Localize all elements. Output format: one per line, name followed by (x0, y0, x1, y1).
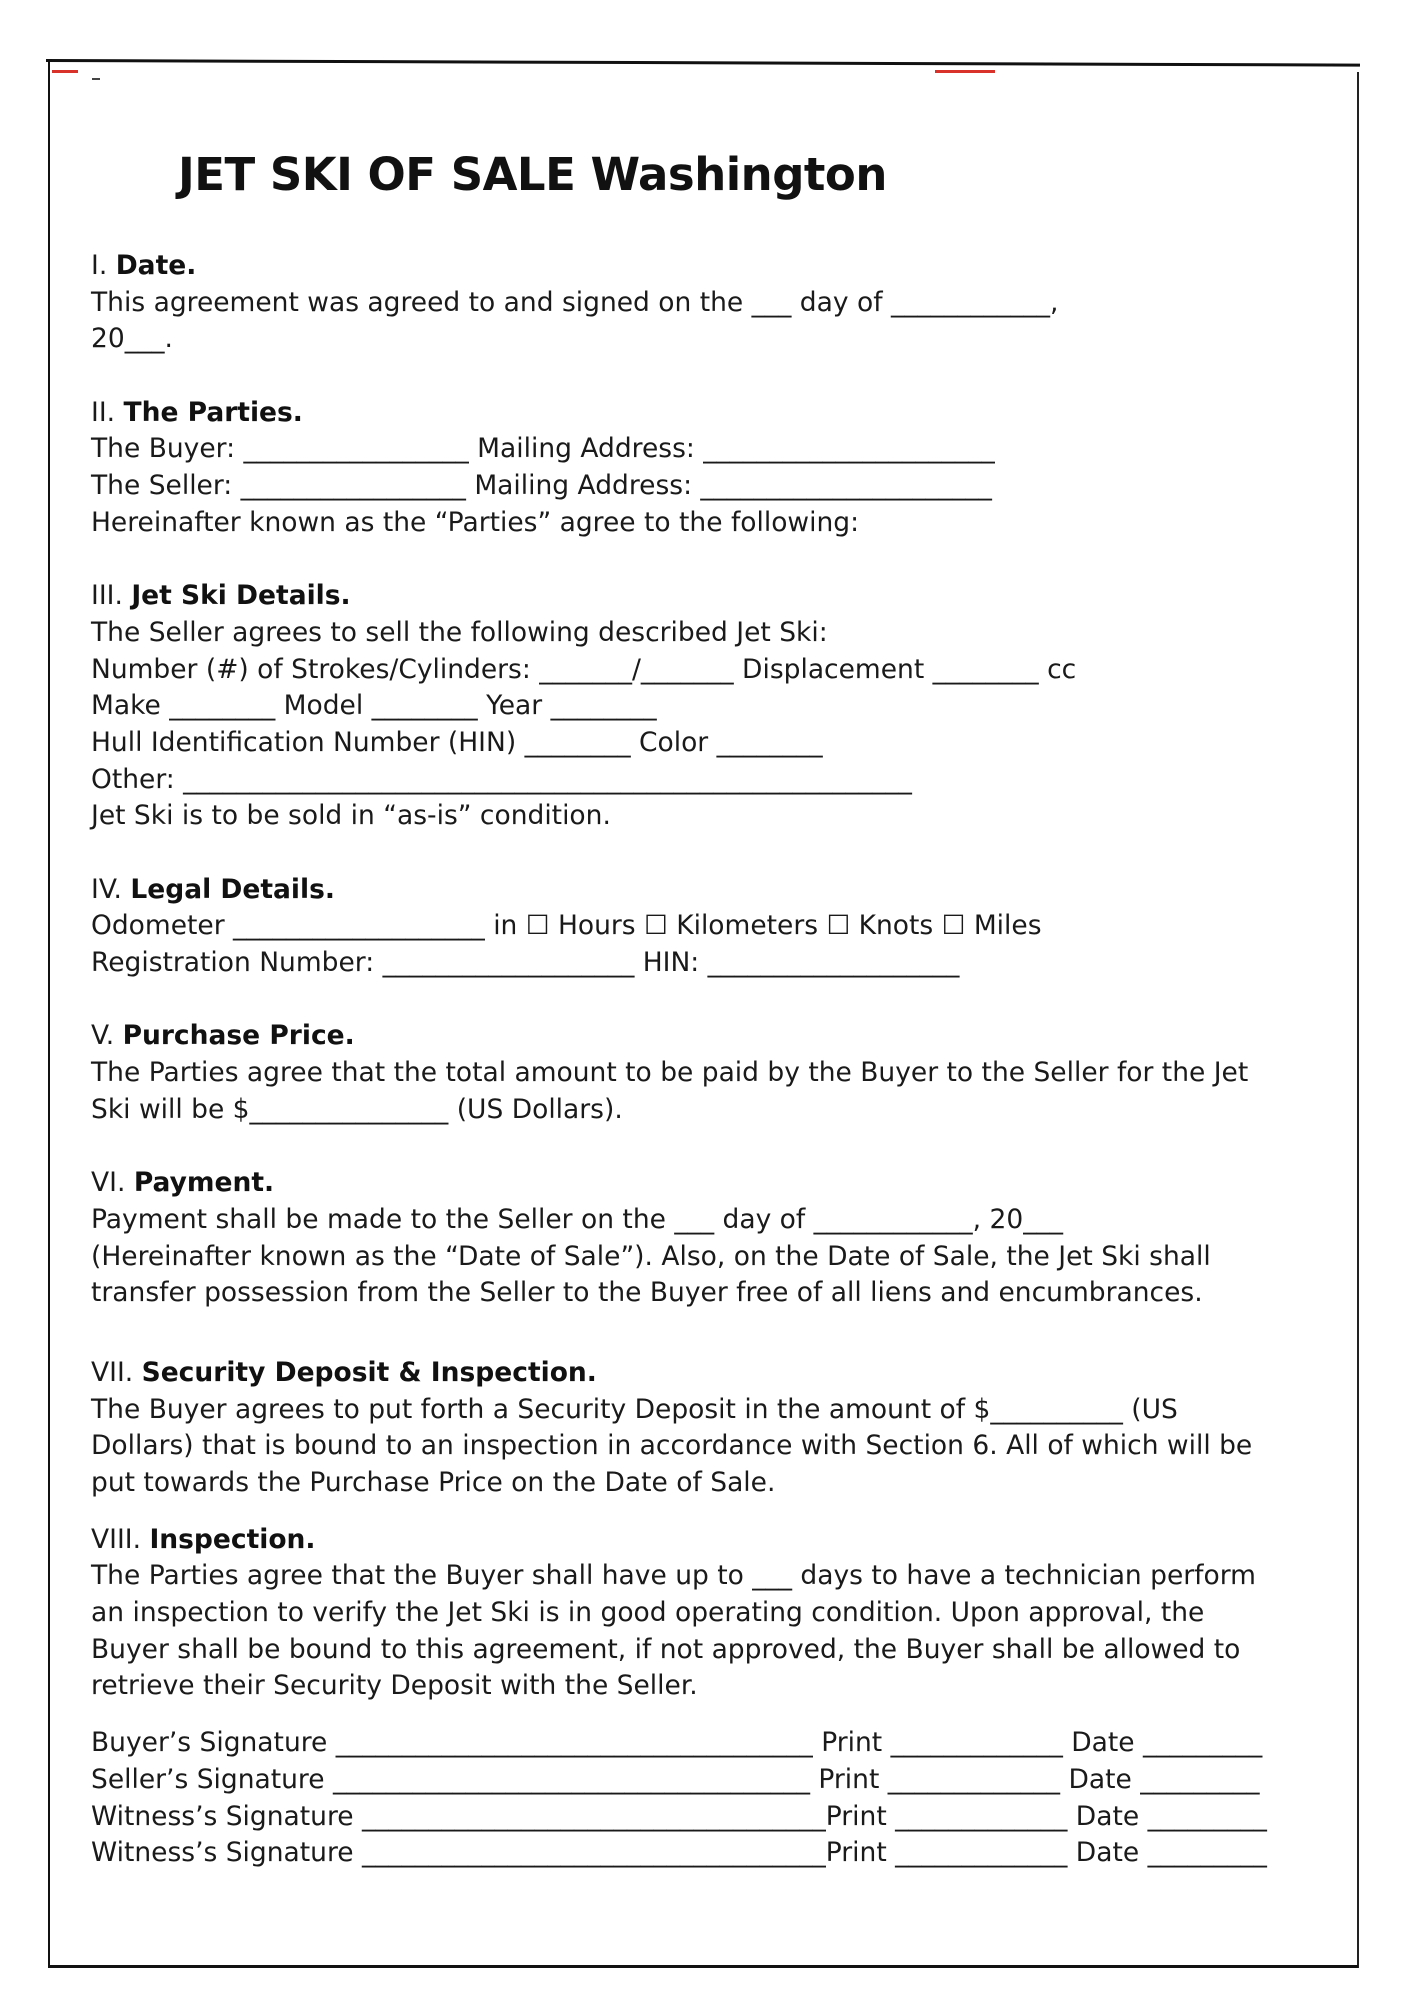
body-line: The Parties agree that the Buyer shall have up to ___ days to have a technician perform (91, 1560, 1256, 1592)
section-heading: II. The Parties. (91, 396, 303, 428)
body-line: The Buyer agrees to put forth a Security Deposit in the amount of $__________ (US (91, 1393, 1178, 1425)
strokes-line: Number (#) of Strokes/Cylinders: _______/_______ Displacement ________ cc (91, 653, 1077, 685)
body-line: This agreement was agreed to and signed on the ___ day of ____________, (91, 286, 1059, 318)
page-border-bottom (48, 1965, 1358, 1968)
body-line: transfer possession from the Seller to the Buyer free of all liens and encumbrances. (91, 1277, 1203, 1309)
registration-line: Registration Number: ___________________ HIN: ___________________ (91, 947, 960, 979)
body-line: The Parties agree that the total amount to be paid by the Buyer to the Seller for the Jet (91, 1057, 1249, 1089)
page-border-left (48, 60, 50, 1966)
body-line: The Seller agrees to sell the following described Jet Ski: (91, 616, 828, 648)
other-line: Other: _______________________________________________________ (91, 763, 912, 795)
buyer-signature-line[interactable]: Buyer’s Signature ____________________________________ Print _____________ Date _________ (91, 1727, 1263, 1759)
odometer-line: Odometer ___________________ in ☐ Hours ☐ Kilometers ☐ Knots ☐ Miles (91, 910, 1042, 942)
body-line: Dollars) that is bound to an inspection in accordance with Section 6. All of which will be (91, 1430, 1253, 1462)
corner-mark (92, 78, 100, 80)
section-jet-ski-details (91, 578, 1341, 835)
body-line: retrieve their Security Deposit with the Seller. (91, 1670, 698, 1702)
buyer-line: The Buyer: _________________ Mailing Address: ______________________ (91, 433, 995, 465)
body-line: put towards the Purchase Price on the Date of Sale. (91, 1467, 776, 1498)
section-legal-details (91, 872, 1341, 982)
witness-signature-line[interactable]: Witness’s Signature ___________________________________Print _____________ Date _________ (91, 1837, 1267, 1869)
section-heading: III. Jet Ski Details. (91, 580, 351, 612)
seller-signature-line[interactable]: Seller’s Signature ____________________________________ Print _____________ Date _________ (91, 1763, 1260, 1795)
body-line: Jet Ski is to be sold in “as-is” condition. (91, 800, 611, 832)
section-heading: IV. Legal Details. (91, 873, 335, 905)
hin-color-line: Hull Identification Number (HIN) ________ Color ________ (91, 726, 823, 758)
seller-line: The Seller: _________________ Mailing Address: ______________________ (91, 470, 992, 502)
signature-block (91, 1725, 1341, 1872)
section-heading: I. Date. (91, 250, 197, 281)
body-line: Hereinafter known as the “Parties” agree to the following: (91, 506, 860, 538)
page-border-top (46, 59, 1360, 67)
section-heading: VII. Security Deposit & Inspection. (91, 1356, 597, 1388)
section-purchase-price (91, 1018, 1341, 1128)
body-line: Ski will be $_______________ (US Dollars). (91, 1093, 623, 1125)
body-line: (Hereinafter known as the “Date of Sale”). Also, on the Date of Sale, the Jet Ski shall (91, 1240, 1211, 1272)
section-heading: V. Purchase Price. (91, 1020, 355, 1052)
section-inspection (91, 1522, 1341, 1705)
body-line: 20___. (91, 323, 173, 355)
body-line: Buyer shall be bound to this agreement, if not approved, the Buyer shall be allowed to (91, 1633, 1241, 1665)
red-mark (52, 70, 78, 73)
make-model-line: Make ________ Model ________ Year ________ (91, 690, 657, 722)
document-title: JET SKI OF SALE Washington (178, 148, 887, 201)
witness-signature-line[interactable]: Witness’s Signature ___________________________________Print _____________ Date _________ (91, 1800, 1267, 1832)
page-border-right (1357, 72, 1359, 1968)
section-security-deposit (91, 1355, 1341, 1502)
section-payment (91, 1165, 1341, 1312)
section-heading: VI. Payment. (91, 1167, 275, 1199)
section-heading: VIII. Inspection. (91, 1523, 316, 1555)
red-mark (935, 70, 995, 73)
section-date (91, 248, 1341, 358)
section-parties (91, 395, 1341, 542)
document-body (91, 248, 1341, 1872)
body-line: Payment shall be made to the Seller on the ___ day of ____________, 20___ (91, 1203, 1063, 1235)
body-line: an inspection to verify the Jet Ski is in good operating condition. Upon approval, the (91, 1597, 1205, 1629)
